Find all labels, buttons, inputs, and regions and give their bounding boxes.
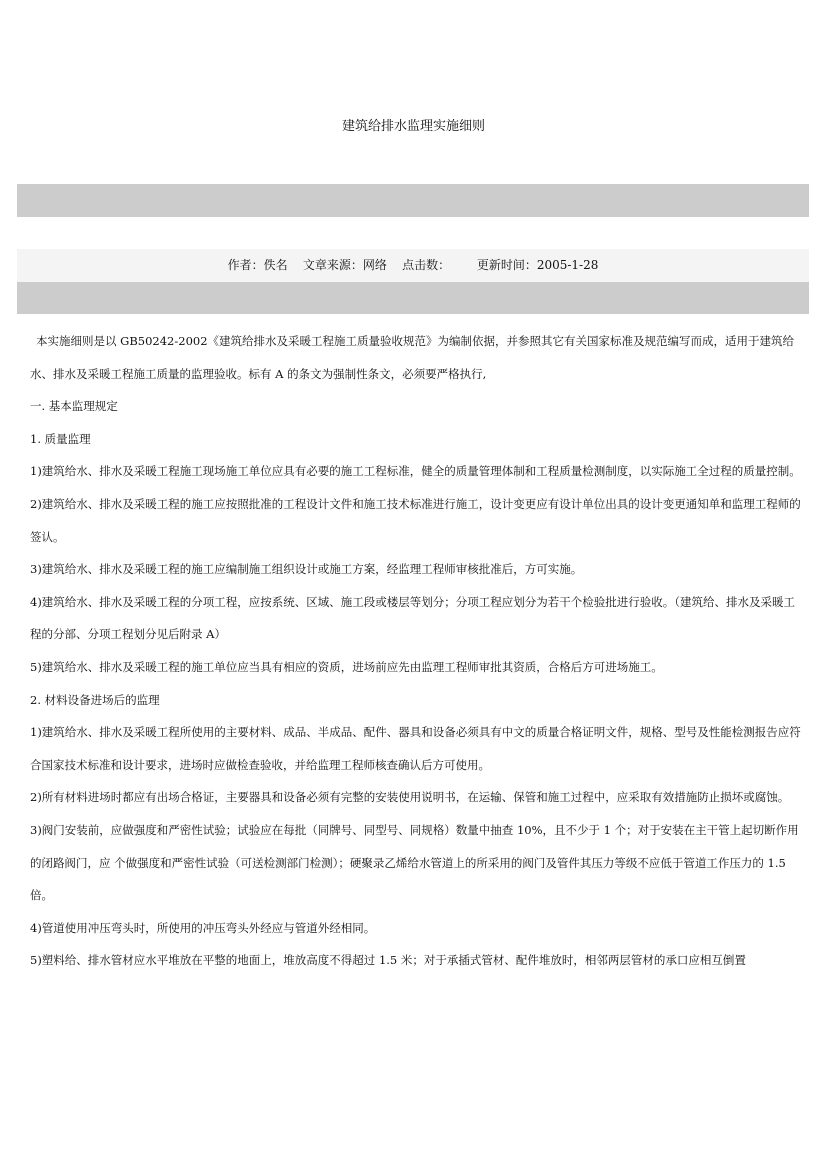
list-item: 2)建筑给水、排水及采暖工程的施工应按照批准的工程设计文件和施工技术标准进行施工，设计变更应有设计单位出具的设计变更通知单和监理工程师的签认。 [30,496,801,544]
list-item: 5)塑料给、排水管材应水平堆放在平整的地面上，堆放高度不得超过 1.5 米；对于承插式管材、配件堆放时，相邻两层管材的承口应相互倒置 [30,953,746,968]
list-item: 2)所有材料进场时都应有出场合格证，主要器具和设备必须有完整的安装使用说明书，在运输、保管和施工过程中，应采取有效措施防止损坏或腐蚀。 [30,790,790,805]
list-item: 3)阀门安装前，应做强度和严密性试验；试验应在每批（同牌号、同型号、同规格）数量中抽查 10%，且不少于 1 个；对于安装在主干管上起切断作用的闭路阀门，应 个做强度和严密性试验（可送检测部门检测）；硬聚录乙烯给水管道上的所采用的阀门及管件其压力等级不应低于管道工作压力的 1.5 倍。 [30,822,799,903]
list-item: 3)建筑给水、排水及采暖工程的施工应编制施工组织设计或施工方案，经监理工程师审核批准后，方可实施。 [30,562,583,577]
page-title: 建筑给排水监理实施细则 [341,119,485,134]
header-divider-bar [17,184,809,217]
article-meta: 作者：佚名 文章来源：网络 点击数： 更新时间：2005-1-28 [17,249,809,282]
meta-divider-bar [17,282,809,314]
list-item: 4)管道使用冲压弯头时，所使用的冲压弯头外经应与管道外经相同。 [30,920,376,935]
subsection-heading: 2. 材料设备进场后的监理 [30,692,160,707]
intro-paragraph: 本实施细则是以 GB50242-2002《建筑给排水及采暖工程施工质量验收规范》为编制依据，并参照其它有关国家标准及规范编写而成，适用于建筑给水、排水及采暖工程施工质量的监理验收。标有 A 的条文为强制性条文，必须要严格执行, [30,334,795,381]
list-item: 4)建筑给水、排水及采暖工程的分项工程，应按系统、区域、施工段或楼层等划分；分项工程应划分为若干个检验批进行验收。（建筑给、排水及采暖工程的分部、分项工程划分见后附录 A） [30,594,796,642]
article-body [30,325,802,977]
section-heading: 一. 基本监理规定 [30,399,118,414]
list-item: 1)建筑给水、排水及采暖工程所使用的主要材料、成品、半成品、配件、器具和设备必须具有中文的质量合格证明文件，规格、型号及性能检测报告应符合国家技术标准和设计要求，进场时应做检查验收，并给监理工程师核查确认后方可使用。 [30,725,801,772]
subsection-heading: 1. 质量监理 [30,431,91,446]
list-item: 1)建筑给水、排水及采暖工程施工现场施工单位应具有必要的施工工程标准，健全的质量管理体制和工程质量检测制度，以实际施工全过程的质量控制。 [30,464,801,479]
list-item: 5)建筑给水、排水及采暖工程的施工单位应当具有相应的资质，进场前应先由监理工程师审批其资质，合格后方可进场施工。 [30,659,663,674]
